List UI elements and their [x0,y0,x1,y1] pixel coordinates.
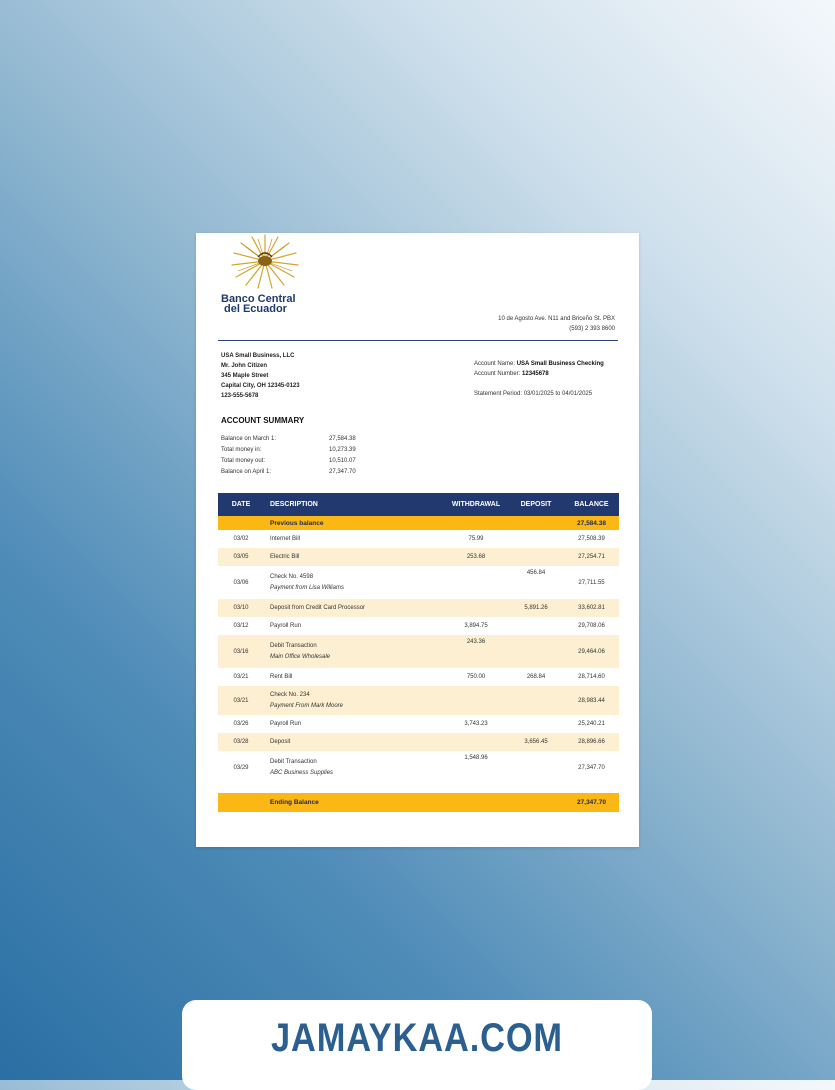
balance-cell: 28,714.60 [564,668,619,686]
deposit-cell [508,751,564,784]
summary-value: 27,584.38 [329,436,356,442]
deposit-cell [508,715,564,733]
previous-date-cell [218,516,264,530]
table-row [218,668,619,686]
client-city: Capital City, OH 12345-0123 [221,383,300,389]
withdrawal-cell: 253.68 [444,548,508,566]
description-cell: Electric Bill [264,548,444,566]
withdrawal-cell: 3,743.23 [444,715,508,733]
description-main: Check No. 4598 [270,574,314,580]
deposit-cell [508,530,564,548]
account-summary-title: ACCOUNT SUMMARY [221,416,305,425]
table-row [218,530,619,548]
description-cell [264,686,444,715]
client-company: USA Small Business, LLC [221,353,295,359]
balance-cell: 29,708.06 [564,617,619,635]
table-row [218,617,619,635]
ending-balance-row [218,793,619,812]
header-description: DESCRIPTION [264,493,444,516]
transactions-table [218,493,619,812]
deposit-cell [508,548,564,566]
summary-value: 10,273.39 [329,447,356,453]
description-sub: Payment From Mark Moore [270,703,344,709]
bank-name [221,294,331,314]
balance-cell: 28,983.44 [564,686,619,715]
header-withdrawal: WITHDRAWAL [444,493,508,516]
description-cell [264,635,444,668]
header-deposit: DEPOSIT [508,493,564,516]
deposit-cell: 3,656.45 [508,733,564,751]
withdrawal-cell [444,686,508,715]
table-row [218,733,619,751]
summary-row [221,434,371,445]
summary-label: Balance on April 1: [221,469,272,475]
date-cell: 03/26 [218,715,264,733]
statement-period: Statement Period: 03/01/2025 to 04/01/2025 [474,391,593,397]
date-cell: 03/05 [218,548,264,566]
table-row [218,751,619,784]
balance-cell: 28,896.66 [564,733,619,751]
balance-cell: 27,508.39 [564,530,619,548]
table-row [218,715,619,733]
withdrawal-cell [444,733,508,751]
spacer-cell [218,784,619,793]
withdrawal-cell: 75.99 [444,530,508,548]
description-cell: Payroll Run [264,617,444,635]
summary-row [221,445,371,456]
date-cell: 03/02 [218,530,264,548]
date-cell: 03/28 [218,733,264,751]
table-header-row [218,493,619,516]
account-summary [221,434,371,478]
bank-name-line-2: del Ecuador [224,303,287,315]
header-date: DATE [218,493,264,516]
deposit-cell: 268.84 [508,668,564,686]
summary-row [221,467,371,478]
deposit-cell [508,617,564,635]
deposit-cell: 5,891.26 [508,599,564,617]
ending-balance-value: 27,347.70 [564,793,619,812]
description-cell: Deposit [264,733,444,751]
footer-banner [182,1000,652,1090]
description-main: Check No. 234 [270,692,310,698]
description-cell: Deposit from Credit Card Processor [264,599,444,617]
ending-date-cell [218,793,264,812]
table-row [218,686,619,715]
summary-label: Balance on March 1: [221,436,277,442]
bank-address-line-2: (593) 2 393 8600 [569,326,615,332]
client-address-block [221,351,300,401]
summary-value: 10,510.07 [329,458,356,464]
withdrawal-cell: 243.36 [444,635,508,668]
balance-cell: 27,347.70 [564,751,619,784]
bank-address [498,314,615,334]
ending-balance-label: Ending Balance [264,793,444,812]
withdrawal-cell: 3,894.75 [444,617,508,635]
withdrawal-cell: 750.00 [444,668,508,686]
table-row [218,548,619,566]
summary-value: 27,347.70 [329,469,356,475]
balance-cell: 27,254.71 [564,548,619,566]
date-cell: 03/10 [218,599,264,617]
table-row [218,599,619,617]
date-cell: 03/12 [218,617,264,635]
balance-cell: 25,240.21 [564,715,619,733]
account-name-line [474,359,604,369]
date-cell: 03/29 [218,751,264,784]
withdrawal-cell: 1,548.96 [444,751,508,784]
site-watermark[interactable]: JAMAYKAA.COM [271,1016,563,1060]
deposit-cell [508,686,564,715]
ending-deposit-cell [508,793,564,812]
date-cell: 03/16 [218,635,264,668]
previous-balance-row [218,516,619,530]
description-sub: ABC Business Supplies [270,770,334,776]
account-name-label: Account Name: [474,361,516,367]
header-balance: BALANCE [564,493,619,516]
description-main: Debit Transaction [270,643,317,649]
account-number-line [474,369,604,379]
summary-row [221,456,371,467]
account-name-value: USA Small Business Checking [516,361,604,367]
client-phone: 123-555-5678 [221,393,259,399]
ending-withdrawal-cell [444,793,508,812]
description-main: Debit Transaction [270,759,317,765]
balance-cell: 29,464.06 [564,635,619,668]
description-sub: Payment from Lisa Williams [270,585,344,591]
date-cell: 03/21 [218,668,264,686]
withdrawal-cell [444,599,508,617]
account-info-block [474,359,604,399]
bank-address-line-1: 10 de Agosto Ave. N11 and Briceño St. PBX [498,316,615,322]
description-cell: Rent Bill [264,668,444,686]
client-contact: Mr. John Citizen [221,363,268,369]
previous-withdrawal-cell [444,516,508,530]
account-number-value: 12345678 [522,371,549,377]
deposit-cell: 456.84 [508,566,564,599]
deposit-cell [508,635,564,668]
bank-name-line-1: Banco Central [221,293,296,305]
balance-cell: 33,602.81 [564,599,619,617]
description-cell: Internet Bill [264,530,444,548]
date-cell: 03/06 [218,566,264,599]
withdrawal-cell [444,566,508,599]
summary-label: Total money in: [221,447,262,453]
table-row [218,635,619,668]
description-cell [264,751,444,784]
summary-label: Total money out: [221,458,266,464]
previous-deposit-cell [508,516,564,530]
bank-statement-document [196,233,639,847]
header-divider [218,340,618,341]
previous-balance-label: Previous balance [264,516,444,530]
description-sub: Main Office Wholesale [270,654,331,660]
table-row [218,566,619,599]
table-spacer [218,784,619,793]
client-street: 345 Maple Street [221,373,269,379]
account-number-label: Account Number: [474,371,521,377]
description-cell: Payroll Run [264,715,444,733]
balance-cell: 27,711.55 [564,566,619,599]
description-cell [264,566,444,599]
date-cell: 03/21 [218,686,264,715]
previous-balance-value: 27,584.38 [564,516,619,530]
